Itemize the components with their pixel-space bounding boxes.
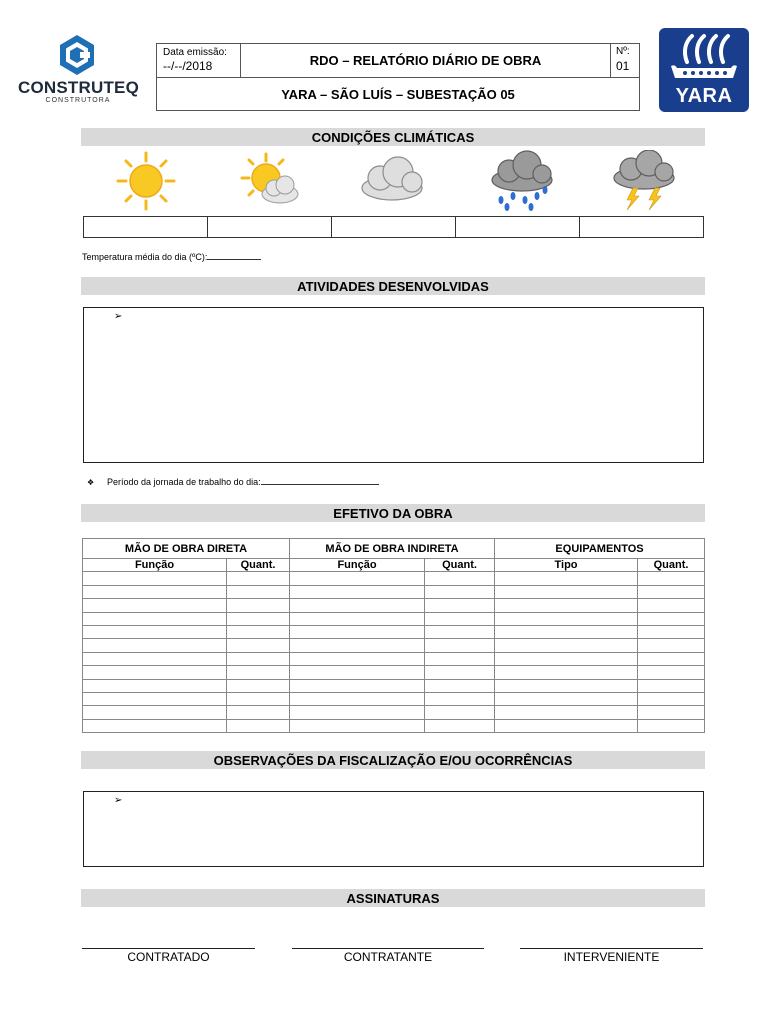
table-cell[interactable] (495, 692, 638, 705)
activities-box[interactable] (83, 307, 704, 463)
column-header: Quant. (638, 559, 705, 572)
column-header: Quant. (227, 559, 290, 572)
direct-labor-header: MÃO DE OBRA DIRETA (83, 539, 290, 559)
table-row (83, 679, 705, 692)
table-row (83, 639, 705, 652)
table-cell[interactable] (425, 639, 495, 652)
work-period-field (87, 476, 379, 487)
weather-section-header: CONDIÇÕES CLIMÁTICAS (81, 128, 705, 146)
table-cell[interactable] (227, 639, 290, 652)
table-cell[interactable] (638, 706, 705, 719)
table-cell[interactable] (290, 652, 425, 665)
table-row (83, 666, 705, 679)
company-subtitle: CONSTRUTORA (45, 97, 111, 104)
table-cell[interactable] (290, 612, 425, 625)
table-cell[interactable] (83, 612, 227, 625)
contratante-label: CONTRATANTE (343, 950, 433, 964)
column-header: Quant. (425, 559, 495, 572)
weather-cell-stormy[interactable] (580, 217, 703, 237)
table-cell[interactable] (638, 652, 705, 665)
table-row (83, 652, 705, 665)
table-cell[interactable] (495, 625, 638, 638)
table-cell[interactable] (425, 652, 495, 665)
table-cell[interactable] (227, 666, 290, 679)
table-cell[interactable] (83, 666, 227, 679)
yara-logo (659, 28, 749, 112)
table-cell[interactable] (227, 652, 290, 665)
table-cell[interactable] (638, 639, 705, 652)
table-cell[interactable] (495, 666, 638, 679)
company-name: CONSTRUTEQ (18, 78, 139, 97)
table-cell[interactable] (290, 666, 425, 679)
table-cell[interactable] (638, 612, 705, 625)
table-cell[interactable] (83, 692, 227, 705)
table-cell[interactable] (227, 692, 290, 705)
table-cell[interactable] (425, 625, 495, 638)
table-cell[interactable] (495, 572, 638, 585)
table-cell[interactable] (425, 585, 495, 598)
document-number-cell (610, 44, 639, 78)
table-cell[interactable] (495, 706, 638, 719)
work-period-input-line[interactable] (261, 476, 379, 485)
table-cell[interactable] (83, 639, 227, 652)
indirect-labor-header: MÃO DE OBRA INDIRETA (290, 539, 495, 559)
table-cell[interactable] (495, 639, 638, 652)
table-cell[interactable] (290, 719, 425, 732)
table-cell[interactable] (495, 652, 638, 665)
temperature-input-line[interactable] (207, 251, 261, 260)
equipment-header: EQUIPAMENTOS (495, 539, 705, 559)
table-cell[interactable] (227, 585, 290, 598)
weather-cell-sunny[interactable] (84, 217, 208, 237)
interveniente-label: INTERVENIENTE (563, 950, 660, 964)
rain-cloud-icon (487, 150, 557, 212)
table-cell[interactable] (83, 625, 227, 638)
table-row (83, 719, 705, 732)
table-cell[interactable] (425, 706, 495, 719)
table-row (83, 612, 705, 625)
project-subtitle: YARA – SÃO LUÍS – SUBESTAÇÃO 05 (281, 86, 515, 102)
table-cell[interactable] (638, 599, 705, 612)
issue-date-value: --/--/2018 (163, 59, 213, 73)
staff-section-header: EFETIVO DA OBRA (81, 504, 705, 522)
table-cell[interactable] (83, 652, 227, 665)
contratado-label: CONTRATADO (127, 950, 210, 964)
column-header: Função (290, 559, 425, 572)
table-cell[interactable] (638, 719, 705, 732)
table-cell[interactable] (227, 706, 290, 719)
contratado-signature-line[interactable] (82, 948, 255, 949)
observations-bullet: ➢ (114, 795, 123, 806)
interveniente-signature-line[interactable] (520, 948, 703, 949)
document-number-label: Nº: (616, 46, 630, 57)
table-cell[interactable] (425, 719, 495, 732)
table-cell[interactable] (83, 585, 227, 598)
contratante-signature-line[interactable] (292, 948, 484, 949)
weather-cell-rainy[interactable] (456, 217, 580, 237)
table-cell[interactable] (495, 585, 638, 598)
document-header (156, 43, 640, 111)
table-row (83, 599, 705, 612)
viking-ship-icon (659, 28, 749, 88)
work-period-label: Período da jornada de trabalho do dia: (107, 477, 261, 487)
observations-section-header: OBSERVAÇÕES DA FISCALIZAÇÃO E/OU OCORRÊNCIAS (81, 751, 705, 769)
weather-cell-partly-cloudy[interactable] (208, 217, 332, 237)
table-row (83, 706, 705, 719)
yara-brand-text: YARA (675, 85, 733, 107)
staff-table (82, 538, 705, 733)
activities-section-header: ATIVIDADES DESENVOLVIDAS (81, 277, 705, 295)
column-header: Função (83, 559, 227, 572)
document-title: RDO – RELATÓRIO DIÁRIO DE OBRA (241, 44, 610, 78)
sun-cloud-icon (234, 150, 304, 212)
table-cell[interactable] (290, 599, 425, 612)
table-cell[interactable] (425, 679, 495, 692)
table-cell[interactable] (495, 719, 638, 732)
table-cell[interactable] (83, 706, 227, 719)
table-cell[interactable] (290, 625, 425, 638)
weather-selection-row (83, 216, 704, 238)
table-cell[interactable] (638, 666, 705, 679)
cloud-icon (356, 150, 426, 212)
table-cell[interactable] (83, 572, 227, 585)
table-cell[interactable] (638, 585, 705, 598)
table-row (83, 572, 705, 585)
activities-bullet: ➢ (114, 311, 123, 322)
table-cell[interactable] (290, 639, 425, 652)
table-cell[interactable] (290, 572, 425, 585)
table-cell[interactable] (227, 719, 290, 732)
document-number-value: 01 (616, 59, 630, 73)
column-header: Tipo (495, 559, 638, 572)
table-cell[interactable] (290, 585, 425, 598)
table-row (83, 692, 705, 705)
table-cell[interactable] (290, 692, 425, 705)
table-cell[interactable] (83, 679, 227, 692)
table-cell[interactable] (425, 612, 495, 625)
signatures-section-header: ASSINATURAS (81, 889, 705, 907)
issue-date-cell (157, 44, 241, 78)
table-cell[interactable] (83, 599, 227, 612)
table-cell[interactable] (425, 666, 495, 679)
temperature-field (82, 251, 261, 262)
table-cell[interactable] (638, 679, 705, 692)
sun-icon (111, 150, 181, 212)
table-cell[interactable] (495, 612, 638, 625)
staff-table-body (83, 572, 705, 733)
construteq-hex-icon (58, 34, 96, 76)
table-cell[interactable] (425, 572, 495, 585)
storm-cloud-icon (609, 150, 679, 212)
table-cell[interactable] (638, 572, 705, 585)
table-cell[interactable] (227, 599, 290, 612)
table-cell[interactable] (638, 625, 705, 638)
table-cell[interactable] (290, 706, 425, 719)
table-cell[interactable] (227, 572, 290, 585)
weather-cell-cloudy[interactable] (332, 217, 456, 237)
table-cell[interactable] (638, 692, 705, 705)
issue-date-label: Data emissão: (163, 47, 227, 58)
observations-box[interactable] (83, 791, 704, 867)
table-cell[interactable] (495, 599, 638, 612)
table-cell[interactable] (227, 612, 290, 625)
table-row (83, 625, 705, 638)
table-cell[interactable] (425, 599, 495, 612)
table-cell[interactable] (495, 679, 638, 692)
construteq-logo (18, 34, 138, 104)
table-cell[interactable] (227, 625, 290, 638)
table-cell[interactable] (83, 719, 227, 732)
table-row (83, 585, 705, 598)
work-period-bullet: ❖ (87, 478, 95, 487)
table-cell[interactable] (425, 692, 495, 705)
table-cell[interactable] (290, 679, 425, 692)
table-cell[interactable] (227, 679, 290, 692)
temperature-label: Temperatura média do dia (ºC): (82, 252, 208, 262)
